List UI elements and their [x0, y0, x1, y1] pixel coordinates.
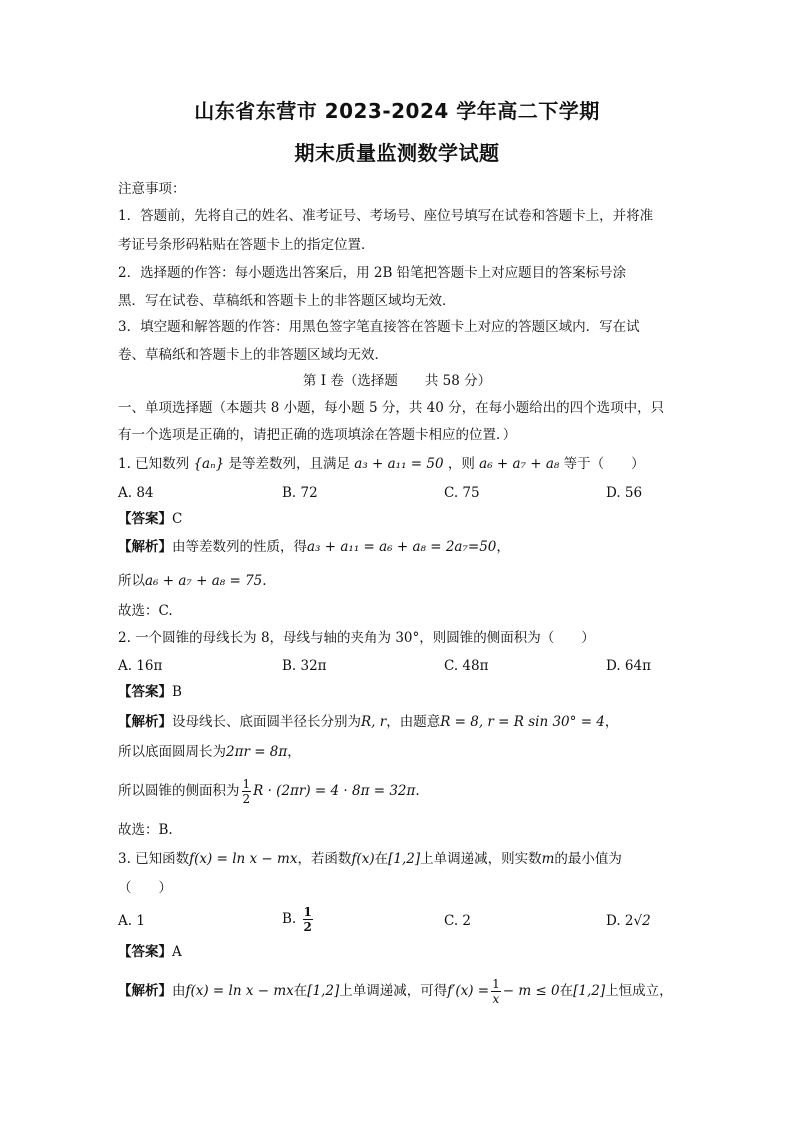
q3-option-d-root: √2 [633, 913, 651, 929]
q2-answer [118, 683, 182, 701]
section-1a: 一、单项选择题（本题共 8 小题，每小题 5 分，共 40 分，在每小题给出的四个选项中，只 [118, 400, 665, 416]
q2-option-c: C. 48π [444, 658, 489, 674]
q2-analysis-text-1: 设母线长、底面圆半径长分别为 [172, 714, 361, 730]
q2-answer-value: B [172, 684, 182, 700]
q3-answer-label: 【答案】 [118, 944, 172, 960]
q3-analysis-interval-1: [1,2] [307, 983, 340, 999]
q1-analysis-math-1: a₃ + a₁₁ = a₆ + a₈ = 2a₇=50 [307, 539, 497, 555]
q3-analysis-interval-2: [1,2] [573, 983, 606, 999]
q2-analysis-text-1b: ，由题意 [386, 714, 441, 730]
q3-option-c: C. 2 [444, 913, 472, 929]
q2-analysis-end-3: . [415, 783, 420, 799]
q1-answer-label: 【答案】 [118, 511, 172, 527]
q1-analysis-text-1: 由等差数列的性质，得 [172, 539, 307, 555]
q3-stem-b: ，若函数 [297, 851, 352, 867]
q3-analysis-math-1: f(x) = ln x − mx [185, 983, 294, 999]
q1-stem [118, 455, 645, 473]
q2-analysis-end-2: ， [287, 744, 301, 760]
note-1b: 考证号条形码粘贴在答题卡上的指定位置． [118, 237, 375, 253]
q3-stem-c: 在 [374, 851, 389, 867]
q3-paren: （ ） [118, 880, 172, 896]
q3-stem-e: 的最小值为 [554, 851, 622, 867]
note-3a: 3．填空题和解答题的作答：用黑色签字笔直接答在答题卡上对应的答题区域内．写在试 [118, 319, 640, 335]
q2-option-d: D. 64π [606, 658, 651, 674]
q3-analysis-1 [118, 976, 673, 1006]
notes-heading: 注意事项： [118, 181, 186, 197]
q1-analysis-1 [118, 538, 510, 556]
q1-option-b: B. 72 [282, 485, 318, 501]
q3-option-b-denominator: 2 [303, 920, 312, 934]
q3-option-b-numerator: 1 [303, 905, 312, 919]
q2-analysis-1 [118, 713, 618, 731]
q3-analysis-derivative: f′(x) = [447, 983, 490, 999]
q3-analysis-inequality: − m ≤ 0 [502, 983, 560, 999]
q2-analysis-math-1: R, r [361, 714, 387, 730]
q2-fraction-numerator: 1 [242, 777, 251, 791]
q1-analysis-end-1: ， [496, 539, 510, 555]
q1-option-c: C. 75 [444, 485, 480, 501]
q1-analysis-math-2: a₆ + a₇ + a₈ = 75 [145, 573, 263, 589]
q3-analysis-label: 【解析】 [118, 983, 172, 999]
note-2a: 2．选择题的作答：每小题选出答案后，用 2B 铅笔把答题卡上对应题目的答案标号涂 [118, 265, 627, 281]
q1-answer [118, 510, 182, 528]
q3-stem-d: 上单调递减，则实数 [420, 851, 542, 867]
q1-stem-d: 等于（ ） [563, 456, 645, 472]
title-line-1: 山东省东营市 2023-2024 学年高二下学期 [194, 99, 600, 123]
q3-option-a: A. 1 [118, 913, 145, 929]
q2-analysis-3 [118, 776, 420, 806]
q2-conclusion: 故选：B. [118, 822, 173, 838]
q2-analysis-end-1: ， [604, 714, 619, 730]
q1-answer-value: C [172, 511, 183, 527]
q1-analysis-text-2: 所以 [118, 573, 145, 589]
q3-option-d-label: D. 2 [606, 913, 634, 929]
q3-variable-m: m [541, 851, 555, 867]
section-1b: 有一个选项是正确的，请把正确的选项填涂在答题卡相应的位置．） [118, 427, 517, 443]
q2-option-b: B. 32π [282, 658, 327, 674]
q1-condition: a₃ + a₁₁ = 50 [354, 456, 444, 472]
q1-target: a₆ + a₇ + a₈ [479, 456, 560, 472]
q1-option-d: D. 56 [606, 485, 643, 501]
q3-analysis-text-1: 由 [172, 983, 186, 999]
q2-analysis-math-2: 2πr = 8π [226, 744, 288, 760]
q3-answer [118, 943, 182, 961]
q1-stem-a: 1. 已知数列 [118, 456, 190, 472]
part-heading: 第 I 卷（选择题 共 58 分） [302, 373, 492, 389]
q3-stem-a: 3. 已知函数 [118, 851, 190, 867]
q3-analysis-text-1b: 在 [293, 983, 308, 999]
q3-function: f(x) = ln x − mx [189, 851, 298, 867]
q3-answer-value: A [172, 944, 182, 960]
q2-answer-label: 【答案】 [118, 684, 172, 700]
q3-analysis-fraction [491, 977, 501, 1006]
q2-analysis-text-2: 所以底面圆周长为 [118, 744, 226, 760]
q2-analysis-text-3: 所以圆锥的侧面积为 [118, 783, 240, 799]
q2-analysis-math-1b: R = 8, r = R sin 30° = 4 [440, 714, 605, 730]
note-2b: 黑．写在试卷、草稿纸和答题卡上的非答题区域均无效． [118, 293, 456, 309]
q1-conclusion: 故选：C. [118, 603, 173, 619]
q3-interval: [1,2] [388, 851, 421, 867]
q1-analysis-end-2: . [262, 573, 267, 589]
q3-option-d [606, 912, 651, 930]
note-1a: 1．答题前，先将自己的姓名、准考证号、考场号、座位号填写在试卷和答题卡上，并将准 [118, 208, 654, 224]
q1-analysis-label: 【解析】 [118, 539, 172, 555]
note-3b: 卷、草稿纸和答题卡上的非答题区域均无效． [118, 347, 388, 363]
q1-option-a: A. 84 [118, 485, 154, 501]
q3-stem [118, 850, 622, 868]
q3-option-b [282, 904, 315, 934]
q3-analysis-denominator: x [492, 992, 500, 1006]
q2-fraction [242, 777, 252, 806]
q2-analysis-math-3: R · (2πr) = 4 · 8π = 32π [253, 783, 416, 799]
q3-analysis-text-1c: 上单调递减，可得 [339, 983, 448, 999]
q3-fx: f(x) [351, 851, 375, 867]
q3-option-b-label: B. [282, 911, 297, 927]
q3-analysis-text-1f: 在 [559, 983, 574, 999]
title-line-2: 期末质量监测数学试题 [294, 141, 500, 165]
q2-fraction-denominator: 2 [242, 792, 251, 806]
q3-analysis-text-1g: 上恒成立， [605, 983, 673, 999]
q1-sequence: {aₙ} [193, 456, 225, 472]
q1-stem-b: 是等差数列，且满足 [228, 456, 350, 472]
q3-option-b-fraction [303, 905, 313, 934]
q2-analysis-2 [118, 743, 301, 761]
q2-stem: 2. 一个圆锥的母线长为 8，母线与轴的夹角为 30°，则圆锥的侧面积为（ ） [118, 630, 595, 646]
q1-analysis-2 [118, 572, 267, 590]
q1-stem-c: ，则 [447, 456, 475, 472]
q2-analysis-label: 【解析】 [118, 714, 172, 730]
q2-option-a: A. 16π [118, 658, 163, 674]
q3-analysis-numerator: 1 [492, 977, 500, 991]
